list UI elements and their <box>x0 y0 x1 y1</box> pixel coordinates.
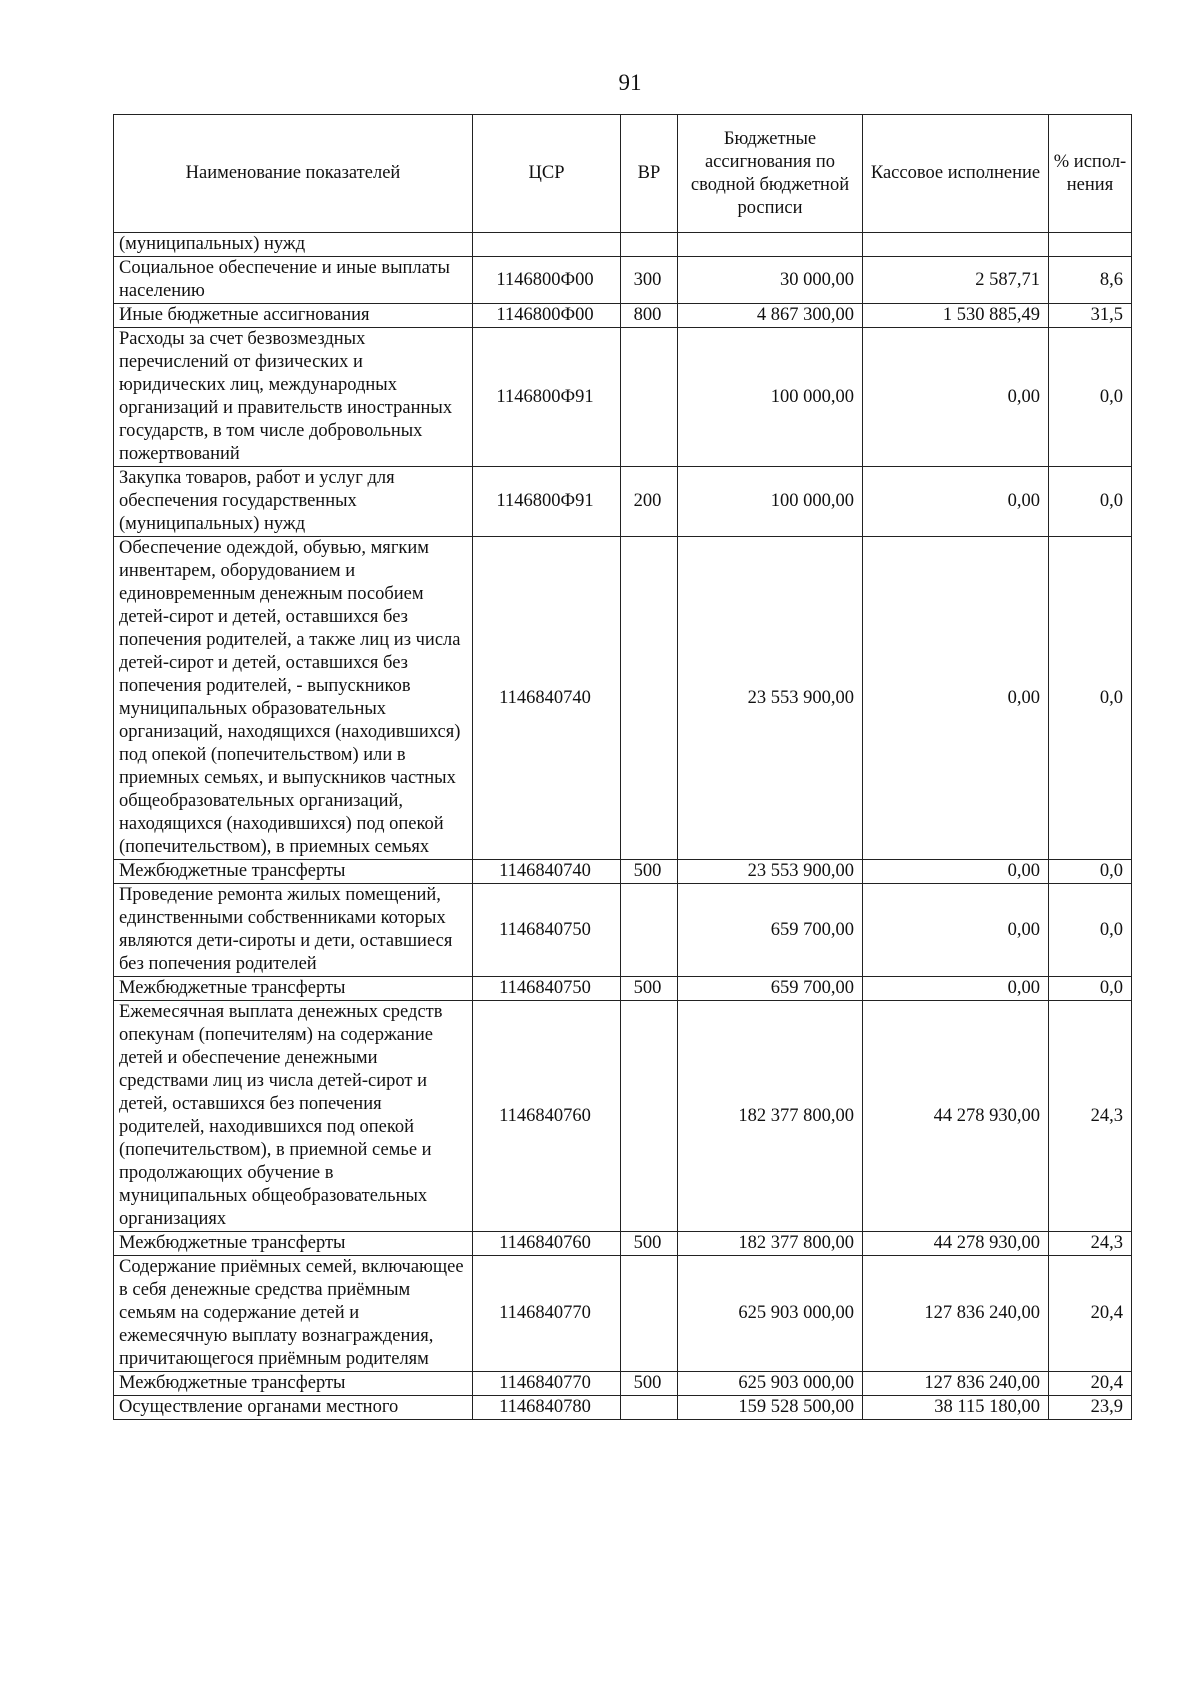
row-vr: 200 <box>621 467 678 537</box>
row-fact: 0,00 <box>863 860 1049 884</box>
row-plan: 625 903 000,00 <box>678 1372 863 1396</box>
row-fact: 2 587,71 <box>863 257 1049 304</box>
table-row <box>114 233 1132 257</box>
row-csr: 1146840770 <box>473 1372 621 1396</box>
row-fact: 1 530 885,49 <box>863 304 1049 328</box>
row-name: Содержание приёмных семей, включающее в себя денежные средства приёмным семьям на содержание детей и ежемесячную выплату вознаграждения, причитающегося приёмным родителям <box>114 1256 473 1372</box>
row-csr: 1146840740 <box>473 537 621 860</box>
table-row <box>114 467 1132 537</box>
table-row <box>114 257 1132 304</box>
row-fact: 0,00 <box>863 884 1049 977</box>
row-vr <box>621 233 678 257</box>
row-name: Расходы за счет безвозмездных перечислений от физических и юридических лиц, международных организаций и правительств иностранных государств, в том числе добровольных пожертвований <box>114 328 473 467</box>
row-fact: 0,00 <box>863 537 1049 860</box>
row-csr: 1146840760 <box>473 1001 621 1232</box>
table-row <box>114 1232 1132 1256</box>
row-vr: 800 <box>621 304 678 328</box>
row-plan: 659 700,00 <box>678 884 863 977</box>
row-fact: 38 115 180,00 <box>863 1396 1049 1420</box>
row-plan: 23 553 900,00 <box>678 860 863 884</box>
table-row <box>114 1396 1132 1420</box>
row-pct: 31,5 <box>1049 304 1132 328</box>
header-name: Наименование показателей <box>114 115 473 233</box>
table-row <box>114 884 1132 977</box>
row-plan: 159 528 500,00 <box>678 1396 863 1420</box>
row-pct: 0,0 <box>1049 860 1132 884</box>
header-cash-execution: Кассовое исполнение <box>863 115 1049 233</box>
row-fact: 0,00 <box>863 467 1049 537</box>
row-pct: 24,3 <box>1049 1001 1132 1232</box>
row-vr <box>621 884 678 977</box>
row-plan: 30 000,00 <box>678 257 863 304</box>
row-pct: 8,6 <box>1049 257 1132 304</box>
row-fact <box>863 233 1049 257</box>
row-vr: 500 <box>621 977 678 1001</box>
page-number: 91 <box>618 70 642 95</box>
row-vr <box>621 1001 678 1232</box>
row-csr: 1146840770 <box>473 1256 621 1372</box>
row-plan: 100 000,00 <box>678 328 863 467</box>
row-csr: 1146800Ф00 <box>473 304 621 328</box>
table-row <box>114 977 1132 1001</box>
row-plan: 625 903 000,00 <box>678 1256 863 1372</box>
table-row <box>114 1372 1132 1396</box>
row-pct: 0,0 <box>1049 884 1132 977</box>
row-fact: 127 836 240,00 <box>863 1256 1049 1372</box>
row-name: Обеспечение одеждой, обувью, мягким инвентарем, оборудованием и единовременным денежным пособием детей-сирот и детей, оставшихся без попечения родителей, а также лиц из числа детей-сирот и детей, оставшихся без попечения родителей, - выпускников муниципальных образовательных организаций, находящихся (находившихся) под опекой (попечительством) или в приемных семьях, и выпускников частных общеобразовательных организаций, находящихся (находившихся) под опекой (попечительством), в приемных семьях <box>114 537 473 860</box>
header-execution-percent: % испол-нения <box>1049 115 1132 233</box>
row-pct: 20,4 <box>1049 1256 1132 1372</box>
row-csr: 1146800Ф91 <box>473 467 621 537</box>
row-fact: 127 836 240,00 <box>863 1372 1049 1396</box>
header-budget-allocation: Бюджетные ассигнования по сводной бюджетной росписи <box>678 115 863 233</box>
row-csr: 1146840760 <box>473 1232 621 1256</box>
row-name: Социальное обеспечение и иные выплаты населению <box>114 257 473 304</box>
row-plan: 100 000,00 <box>678 467 863 537</box>
row-name: Иные бюджетные ассигнования <box>114 304 473 328</box>
row-csr: 1146840780 <box>473 1396 621 1420</box>
row-vr: 500 <box>621 1232 678 1256</box>
row-vr <box>621 1256 678 1372</box>
row-vr <box>621 328 678 467</box>
row-plan: 659 700,00 <box>678 977 863 1001</box>
row-csr: 1146840740 <box>473 860 621 884</box>
row-pct: 24,3 <box>1049 1232 1132 1256</box>
row-fact: 44 278 930,00 <box>863 1001 1049 1232</box>
row-plan <box>678 233 863 257</box>
row-pct: 23,9 <box>1049 1396 1132 1420</box>
row-name: (муниципальных) нужд <box>114 233 473 257</box>
table-row <box>114 860 1132 884</box>
row-pct: 0,0 <box>1049 467 1132 537</box>
row-vr <box>621 537 678 860</box>
row-fact: 0,00 <box>863 328 1049 467</box>
table-header <box>114 115 1132 233</box>
row-csr: 1146800Ф00 <box>473 257 621 304</box>
row-name: Межбюджетные трансферты <box>114 977 473 1001</box>
row-name: Осуществление органами местного <box>114 1396 473 1420</box>
row-fact: 44 278 930,00 <box>863 1232 1049 1256</box>
row-name: Ежемесячная выплата денежных средств опекунам (попечителям) на содержание детей и обеспечение денежными средствами лиц из числа детей-сирот и детей, оставшихся без попечения родителей, находившихся под опекой (попечительством), в приемной семье и продолжающих обучение в муниципальных общеобразовательных организациях <box>114 1001 473 1232</box>
row-fact: 0,00 <box>863 977 1049 1001</box>
header-csr: ЦСР <box>473 115 621 233</box>
row-vr <box>621 1396 678 1420</box>
row-csr <box>473 233 621 257</box>
budget-execution-table <box>113 114 1132 1420</box>
row-vr: 300 <box>621 257 678 304</box>
row-plan: 182 377 800,00 <box>678 1001 863 1232</box>
table-row <box>114 304 1132 328</box>
row-pct: 0,0 <box>1049 328 1132 467</box>
row-name: Проведение ремонта жилых помещений, единственными собственниками которых являются дети-сироты и дети, оставшиеся без попечения родителей <box>114 884 473 977</box>
row-name: Закупка товаров, работ и услуг для обеспечения государственных (муниципальных) нужд <box>114 467 473 537</box>
row-vr: 500 <box>621 1372 678 1396</box>
row-pct: 20,4 <box>1049 1372 1132 1396</box>
table-row <box>114 328 1132 467</box>
row-pct: 0,0 <box>1049 537 1132 860</box>
header-vr: ВР <box>621 115 678 233</box>
row-plan: 182 377 800,00 <box>678 1232 863 1256</box>
row-csr: 1146840750 <box>473 884 621 977</box>
table-row <box>114 537 1132 860</box>
row-plan: 23 553 900,00 <box>678 537 863 860</box>
row-name: Межбюджетные трансферты <box>114 1372 473 1396</box>
row-pct: 0,0 <box>1049 977 1132 1001</box>
row-plan: 4 867 300,00 <box>678 304 863 328</box>
row-pct <box>1049 233 1132 257</box>
row-name: Межбюджетные трансферты <box>114 860 473 884</box>
row-vr: 500 <box>621 860 678 884</box>
row-csr: 1146840750 <box>473 977 621 1001</box>
table-row <box>114 1256 1132 1372</box>
table-row <box>114 1001 1132 1232</box>
row-csr: 1146800Ф91 <box>473 328 621 467</box>
row-name: Межбюджетные трансферты <box>114 1232 473 1256</box>
